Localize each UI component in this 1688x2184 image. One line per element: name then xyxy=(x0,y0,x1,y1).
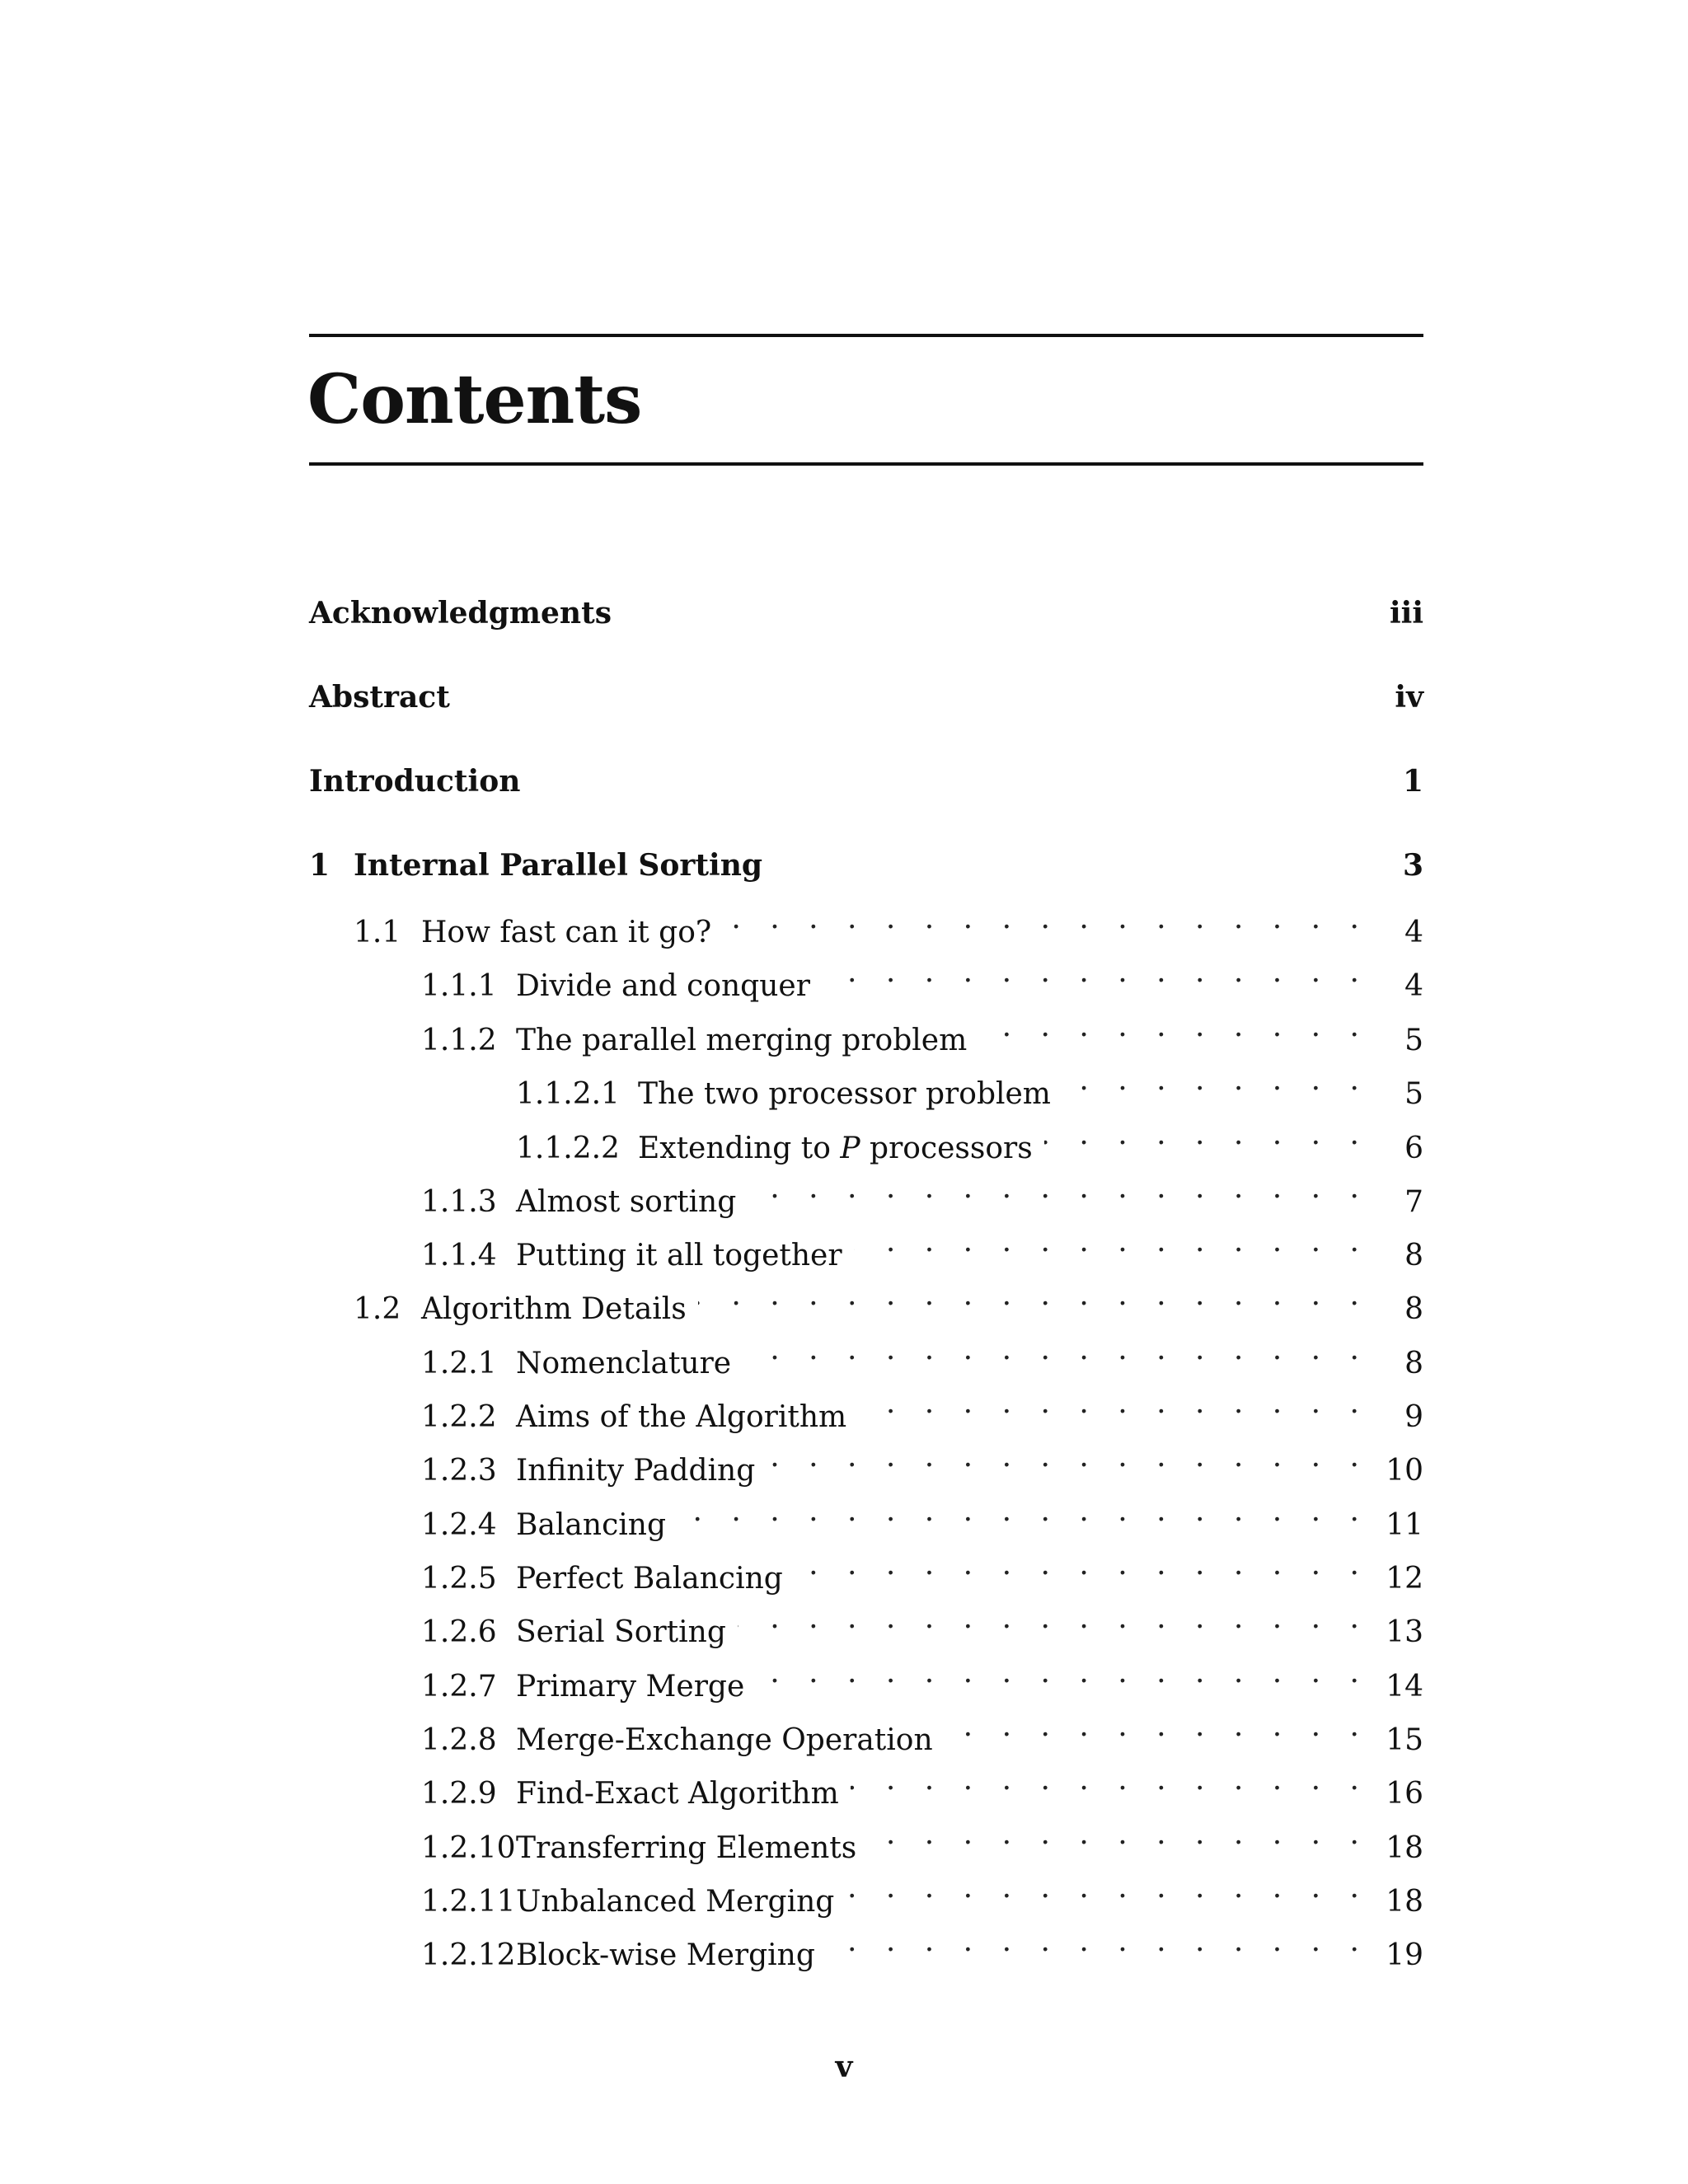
toc-dot-leader xyxy=(767,1434,1367,1480)
toc-entry-number: 1.2.8 xyxy=(421,1723,497,1757)
toc-entry-page: 9 xyxy=(1404,1400,1423,1434)
toc-entry-label: How fast can it go? xyxy=(421,916,712,949)
toc-entry-label: Merge-Exchange Operation xyxy=(516,1723,933,1757)
toc-entry-1-2-9[interactable] xyxy=(309,1757,1423,1811)
toc-entry-number: 1.2.4 xyxy=(421,1508,497,1542)
toc-entry-label: Introduction xyxy=(309,764,521,799)
toc-entry-1-2-2[interactable] xyxy=(309,1380,1423,1434)
toc-entry-page: 13 xyxy=(1386,1615,1423,1649)
toc-entry-1-1-2-1[interactable] xyxy=(309,1057,1423,1111)
toc-entry-page: 5 xyxy=(1404,1024,1423,1057)
toc-entry-label: Internal Parallel Sorting xyxy=(354,848,763,883)
toc-entry-label: Almost sorting xyxy=(516,1185,737,1219)
toc-entry-1-2-4[interactable] xyxy=(309,1488,1423,1542)
toc-dot-leader xyxy=(743,1327,1367,1373)
toc-entry-number: 1.1.2 xyxy=(421,1024,497,1057)
toc-entry-page: iii xyxy=(1389,596,1423,630)
toc-entry-page: 16 xyxy=(1386,1777,1423,1811)
toc-entry-label: The parallel merging problem xyxy=(516,1024,968,1057)
toc-entry-page: 4 xyxy=(1404,969,1423,1003)
toc-entry-label: Unbalanced Merging xyxy=(516,1885,835,1919)
toc-entry-1-1-3[interactable] xyxy=(309,1165,1423,1219)
toc-entry-page: 8 xyxy=(1404,1239,1423,1272)
toc-entry-number: 1.2.9 xyxy=(421,1777,497,1811)
toc-entry-chapter-1[interactable] xyxy=(309,842,1423,888)
toc-entry-label: Aims of the Algorithm xyxy=(516,1400,847,1434)
toc-entry-number: 1.1.2.1 xyxy=(516,1077,620,1111)
toc-entry-label: Algorithm Details xyxy=(421,1292,687,1326)
toc-entry-page: 7 xyxy=(1404,1185,1423,1219)
toc-entry-1-1-2-2[interactable] xyxy=(309,1112,1423,1165)
toc-entry-1-2-6[interactable] xyxy=(309,1596,1423,1649)
toc-entry-number: 1.2.10 xyxy=(421,1831,516,1865)
toc-entry-label: Perfect Balancing xyxy=(516,1562,783,1596)
toc-entry-number: 1.2.11 xyxy=(421,1885,516,1919)
toc-entry-label: Putting it all together xyxy=(516,1239,842,1272)
toc-entry-1-2[interactable] xyxy=(309,1272,1423,1326)
toc-dot-leader xyxy=(822,949,1367,996)
toc-dot-leader xyxy=(1044,1112,1367,1158)
toc-dot-leader xyxy=(1062,1057,1367,1104)
toc-entry-1-2-8[interactable] xyxy=(309,1704,1423,1757)
toc-entry-page: 4 xyxy=(1404,916,1423,949)
toc-dot-leader xyxy=(738,1596,1367,1642)
math-variable: P xyxy=(840,1132,860,1165)
title-rule-top xyxy=(309,334,1423,337)
toc-entry-page: 3 xyxy=(1402,848,1423,883)
toc-entry-1-2-10[interactable] xyxy=(309,1811,1423,1865)
toc-entry-label: Primary Merge xyxy=(516,1670,745,1704)
toc-entry-number: 1.1 xyxy=(354,916,401,949)
toc-dot-leader xyxy=(846,1865,1367,1911)
toc-entry-page: iv xyxy=(1395,680,1423,715)
toc-entry-1-2-1[interactable] xyxy=(309,1327,1423,1380)
toc-entry-page: 18 xyxy=(1386,1885,1423,1919)
toc-entry-number: 1.2.2 xyxy=(421,1400,497,1434)
toc-entry-number: 1.1.2.2 xyxy=(516,1132,620,1165)
toc-entry-page: 8 xyxy=(1404,1292,1423,1326)
toc-dot-leader xyxy=(858,1380,1367,1427)
toc-entry-page: 18 xyxy=(1386,1831,1423,1865)
toc-entry-1-2-5[interactable] xyxy=(309,1542,1423,1596)
toc-entry-number: 1.2.6 xyxy=(421,1615,497,1649)
toc-entry-number: 1.1.3 xyxy=(421,1185,497,1219)
toc-entry-number: 1.2 xyxy=(354,1292,401,1326)
toc-entry-label: Divide and conquer xyxy=(516,969,810,1003)
toc-entry-1-2-12[interactable] xyxy=(309,1919,1423,1972)
toc-entry-label: Extending to P processors xyxy=(638,1132,1033,1165)
toc-entry-page: 14 xyxy=(1386,1670,1423,1704)
toc-entry-page: 6 xyxy=(1404,1132,1423,1165)
title-rule-bottom xyxy=(309,462,1423,466)
toc-entry-page: 19 xyxy=(1386,1938,1423,1972)
toc-dot-leader xyxy=(723,896,1367,942)
toc-dot-leader xyxy=(795,1542,1367,1588)
toc-dot-leader xyxy=(978,1004,1367,1050)
toc-entry-page: 10 xyxy=(1386,1454,1423,1488)
toc-dot-leader xyxy=(756,1650,1367,1696)
toc-dot-leader xyxy=(827,1919,1367,1965)
toc-entry-number: 1.2.3 xyxy=(421,1454,497,1488)
toc-entry-1-2-3[interactable] xyxy=(309,1434,1423,1488)
toc-entry-label: Balancing xyxy=(516,1508,666,1542)
toc-entry-page: 1 xyxy=(1402,764,1423,799)
toc-entry-label: Serial Sorting xyxy=(516,1615,726,1649)
toc-dot-leader xyxy=(678,1488,1367,1535)
toc-entry-page: 11 xyxy=(1386,1508,1423,1542)
toc-entry-label: Infinity Padding xyxy=(516,1454,756,1488)
toc-dot-leader xyxy=(698,1272,1367,1319)
toc-entry-number: 1.1.1 xyxy=(421,969,497,1003)
toc-entry-number: 1.2.5 xyxy=(421,1562,497,1596)
toc-entry-abstract[interactable] xyxy=(309,674,1423,720)
toc-entry-1-1-1[interactable] xyxy=(309,949,1423,1003)
toc-dot-leader xyxy=(945,1704,1367,1750)
toc-entry-number: 1.2.7 xyxy=(421,1670,497,1704)
toc-entry-1-2-7[interactable] xyxy=(309,1650,1423,1704)
toc-entry-label: The two processor problem xyxy=(638,1077,1051,1111)
toc-entry-page: 12 xyxy=(1386,1562,1423,1596)
toc-entry-label: Nomenclature xyxy=(516,1347,732,1380)
toc-dot-leader xyxy=(851,1757,1367,1803)
toc-entry-label: Acknowledgments xyxy=(309,596,612,630)
toc-entry-number: 1.2.12 xyxy=(421,1938,516,1972)
toc-entry-page: 5 xyxy=(1404,1077,1423,1111)
toc-dot-leader xyxy=(868,1811,1367,1858)
toc-entry-label: Find-Exact Algorithm xyxy=(516,1777,839,1811)
toc-dot-leader xyxy=(854,1219,1367,1265)
toc-entry-label: Abstract xyxy=(309,680,450,715)
toc-entry-1-1[interactable] xyxy=(309,896,1423,949)
page-number: v xyxy=(835,2050,853,2084)
toc-entry-number: 1.1.4 xyxy=(421,1239,497,1272)
toc-entry-1-1-2[interactable] xyxy=(309,1004,1423,1057)
toc-entry-1-1-4[interactable] xyxy=(309,1219,1423,1272)
toc-entry-label: Block-wise Merging xyxy=(516,1938,815,1972)
toc-entry-page: 15 xyxy=(1386,1723,1423,1757)
toc-entry-label: Transferring Elements xyxy=(516,1831,857,1865)
toc-entry-1-2-11[interactable] xyxy=(309,1865,1423,1919)
toc-dot-leader xyxy=(748,1165,1367,1212)
toc-entry-introduction[interactable] xyxy=(309,758,1423,804)
toc-entry-page: 8 xyxy=(1404,1347,1423,1380)
toc-entry-number: 1 xyxy=(309,848,331,883)
toc-entry-acknowledgments[interactable] xyxy=(309,590,1423,636)
page-title: Contents xyxy=(307,360,642,439)
toc-entry-number: 1.2.1 xyxy=(421,1347,497,1380)
